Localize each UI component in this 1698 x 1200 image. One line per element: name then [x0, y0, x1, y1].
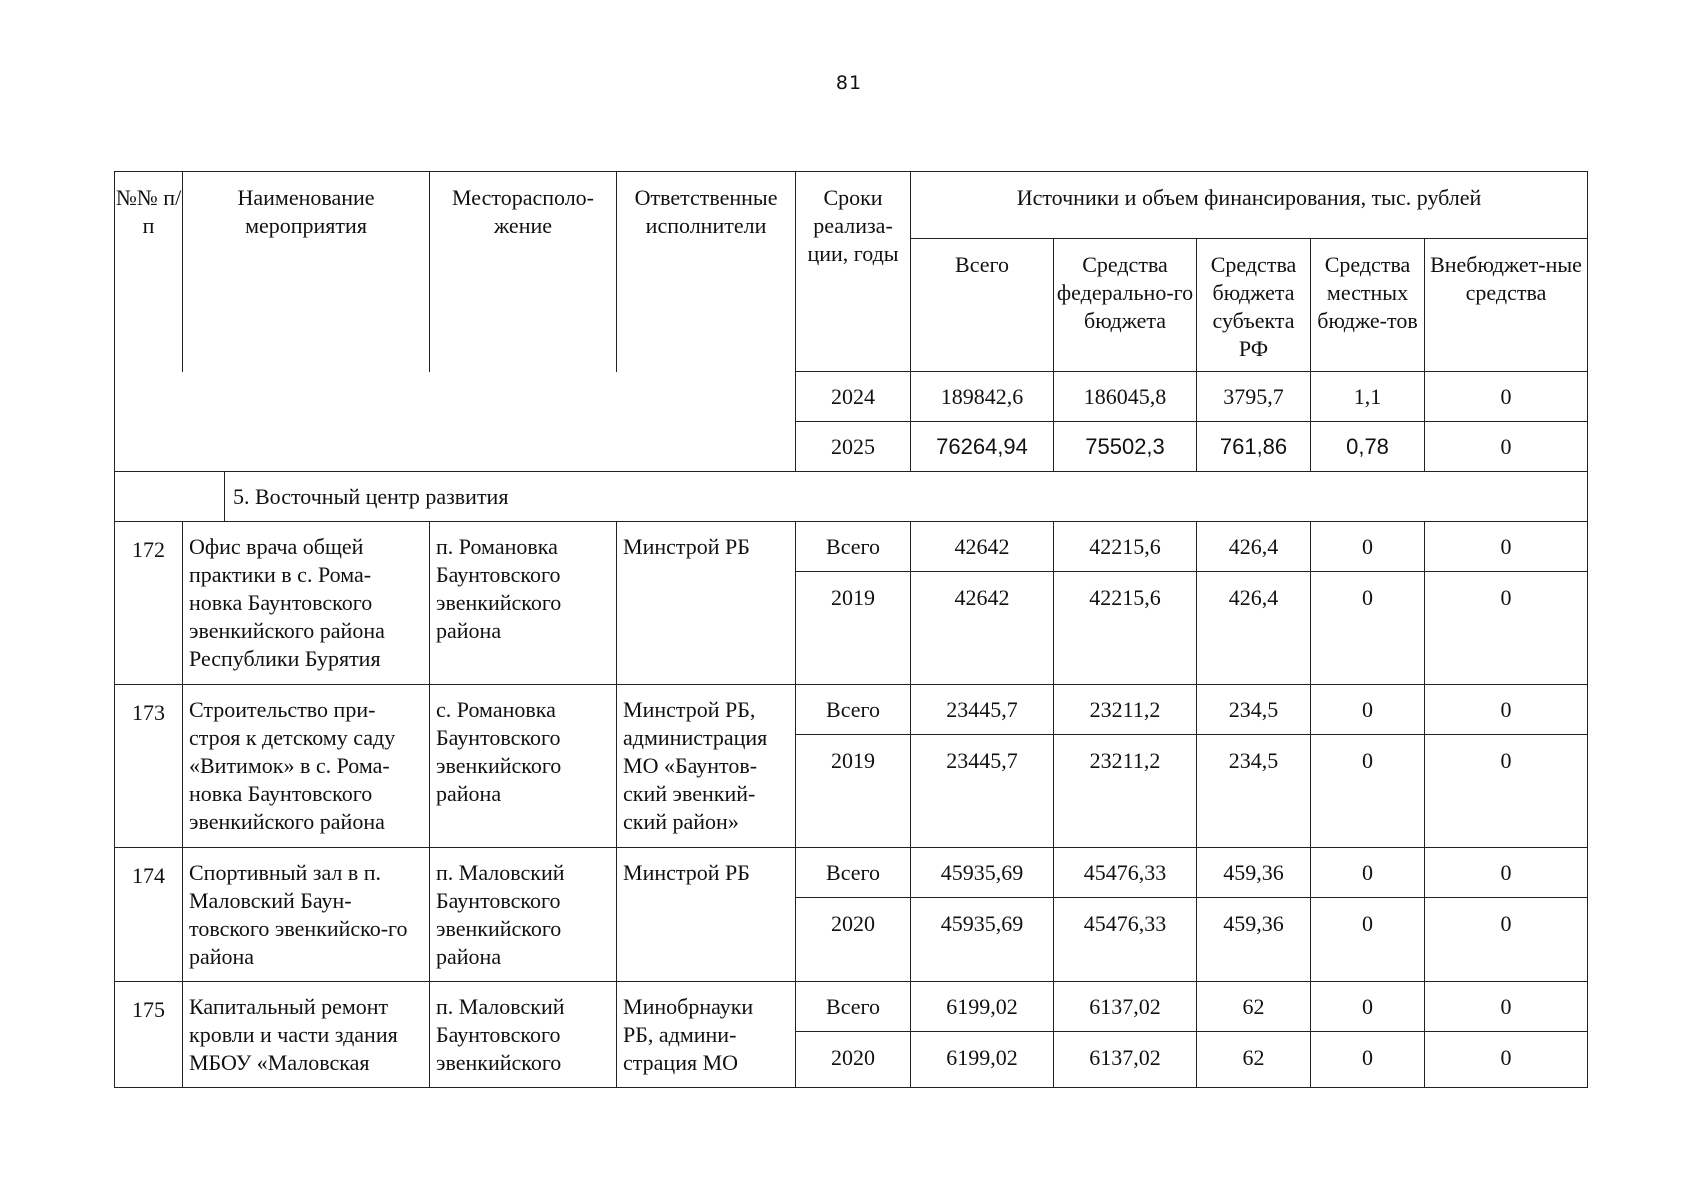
cell-total: 6199,02	[911, 1032, 1054, 1088]
cell-extra: 0	[1425, 982, 1588, 1032]
header-name: Наименование мероприятия	[183, 172, 430, 372]
cell-local: 0,78	[1311, 422, 1425, 472]
cell-subject: 62	[1197, 1032, 1311, 1088]
cell-period: 2020	[796, 1032, 911, 1088]
section-blank	[115, 472, 225, 522]
item-number: 172	[115, 522, 183, 685]
cell-federal: 23211,2	[1054, 685, 1197, 735]
cell-extra: 0	[1425, 572, 1588, 685]
cell-local: 0	[1311, 898, 1425, 982]
header-responsible: Ответственные исполнители	[617, 172, 796, 372]
cell-federal: 42215,6	[1054, 522, 1197, 572]
cell-local: 0	[1311, 685, 1425, 735]
cell-subject: 62	[1197, 982, 1311, 1032]
header-extra: Внебюджет-ные средства	[1425, 239, 1588, 372]
item-responsible: Минстрой РБ, администрация МО «Баунтов-ский эвенкий-ский район»	[617, 685, 796, 848]
cell-period: 2024	[796, 372, 911, 422]
cell-subject: 459,36	[1197, 898, 1311, 982]
item-number: 173	[115, 685, 183, 848]
cell-extra: 0	[1425, 1032, 1588, 1088]
cell-subject: 3795,7	[1197, 372, 1311, 422]
financing-table	[114, 171, 1588, 1088]
cell-subject: 234,5	[1197, 735, 1311, 848]
cell-extra: 0	[1425, 522, 1588, 572]
cell-period: 2025	[796, 422, 911, 472]
cell-extra: 0	[1425, 422, 1588, 472]
cell-total: 189842,6	[911, 372, 1054, 422]
table-row	[115, 982, 1588, 1032]
header-total: Всего	[911, 239, 1054, 372]
cell-total: 45935,69	[911, 898, 1054, 982]
header-local: Средства местных бюдже-тов	[1311, 239, 1425, 372]
header-num: №№ п/п	[115, 172, 183, 372]
table-row	[115, 522, 1588, 572]
item-location: с. Романовка Баунтовского эвенкийского района	[430, 685, 617, 848]
item-location: п. Маловский Баунтовского эвенкийского района	[430, 848, 617, 982]
cell-total: 23445,7	[911, 735, 1054, 848]
section-row	[115, 472, 1588, 522]
cell-extra: 0	[1425, 685, 1588, 735]
cell-total: 6199,02	[911, 982, 1054, 1032]
cell-period: 2019	[796, 735, 911, 848]
cell-subject: 426,4	[1197, 522, 1311, 572]
cell-local: 0	[1311, 848, 1425, 898]
header-sources: Источники и объем финансирования, тыс. рублей	[911, 172, 1588, 239]
cell-local: 0	[1311, 1032, 1425, 1088]
section-title: 5. Восточный центр развития	[225, 472, 1588, 522]
cell-extra: 0	[1425, 735, 1588, 848]
cell-federal: 42215,6	[1054, 572, 1197, 685]
cell-federal: 6137,02	[1054, 982, 1197, 1032]
item-responsible: Минстрой РБ	[617, 848, 796, 982]
header-subject: Средства бюджета субъекта РФ	[1197, 239, 1311, 372]
cell-subject: 426,4	[1197, 572, 1311, 685]
item-number: 175	[115, 982, 183, 1088]
cell-federal: 23211,2	[1054, 735, 1197, 848]
carryover-blank	[115, 372, 796, 472]
cell-subject: 459,36	[1197, 848, 1311, 898]
header-row-1	[115, 172, 1588, 239]
cell-federal: 6137,02	[1054, 1032, 1197, 1088]
cell-period: Всего	[796, 685, 911, 735]
item-responsible: Минстрой РБ	[617, 522, 796, 685]
cell-total: 45935,69	[911, 848, 1054, 898]
header-federal: Средства федерально-го бюджета	[1054, 239, 1197, 372]
cell-total: 76264,94	[911, 422, 1054, 472]
item-location: п. Романовка Баунтовского эвенкийского района	[430, 522, 617, 685]
item-location: п. Маловский Баунтовского эвенкийского	[430, 982, 617, 1088]
cell-total: 42642	[911, 522, 1054, 572]
cell-federal: 186045,8	[1054, 372, 1197, 422]
cell-total: 42642	[911, 572, 1054, 685]
cell-period: 2019	[796, 572, 911, 685]
cell-local: 0	[1311, 735, 1425, 848]
cell-period: Всего	[796, 848, 911, 898]
cell-federal: 45476,33	[1054, 848, 1197, 898]
cell-extra: 0	[1425, 898, 1588, 982]
table-row	[115, 848, 1588, 898]
item-name: Спортивный зал в п. Маловский Баун-товского эвенкийско-го района	[183, 848, 430, 982]
cell-federal: 75502,3	[1054, 422, 1197, 472]
item-responsible: Минобрнауки РБ, админи-страция МО	[617, 982, 796, 1088]
cell-local: 0	[1311, 982, 1425, 1032]
cell-period: Всего	[796, 982, 911, 1032]
cell-extra: 0	[1425, 372, 1588, 422]
cell-extra: 0	[1425, 848, 1588, 898]
page-number: 81	[835, 72, 863, 94]
item-name: Офис врача общей практики в с. Рома-новка Баунтовского эвенкийского района Республики Бурятия	[183, 522, 430, 685]
cell-subject: 761,86	[1197, 422, 1311, 472]
cell-local: 1,1	[1311, 372, 1425, 422]
carryover-row	[115, 372, 1588, 422]
cell-local: 0	[1311, 522, 1425, 572]
item-number: 174	[115, 848, 183, 982]
table-row	[115, 685, 1588, 735]
cell-local: 0	[1311, 572, 1425, 685]
item-name: Строительство при-строя к детскому саду «Витимок» в с. Рома-новка Баунтовского эвенкийского района	[183, 685, 430, 848]
cell-period: Всего	[796, 522, 911, 572]
cell-federal: 45476,33	[1054, 898, 1197, 982]
header-location: Месторасполо-жение	[430, 172, 617, 372]
cell-subject: 234,5	[1197, 685, 1311, 735]
cell-total: 23445,7	[911, 685, 1054, 735]
item-name: Капитальный ремонт кровли и части здания МБОУ «Маловская	[183, 982, 430, 1088]
cell-period: 2020	[796, 898, 911, 982]
header-period: Сроки реализа-ции, годы	[796, 172, 911, 372]
